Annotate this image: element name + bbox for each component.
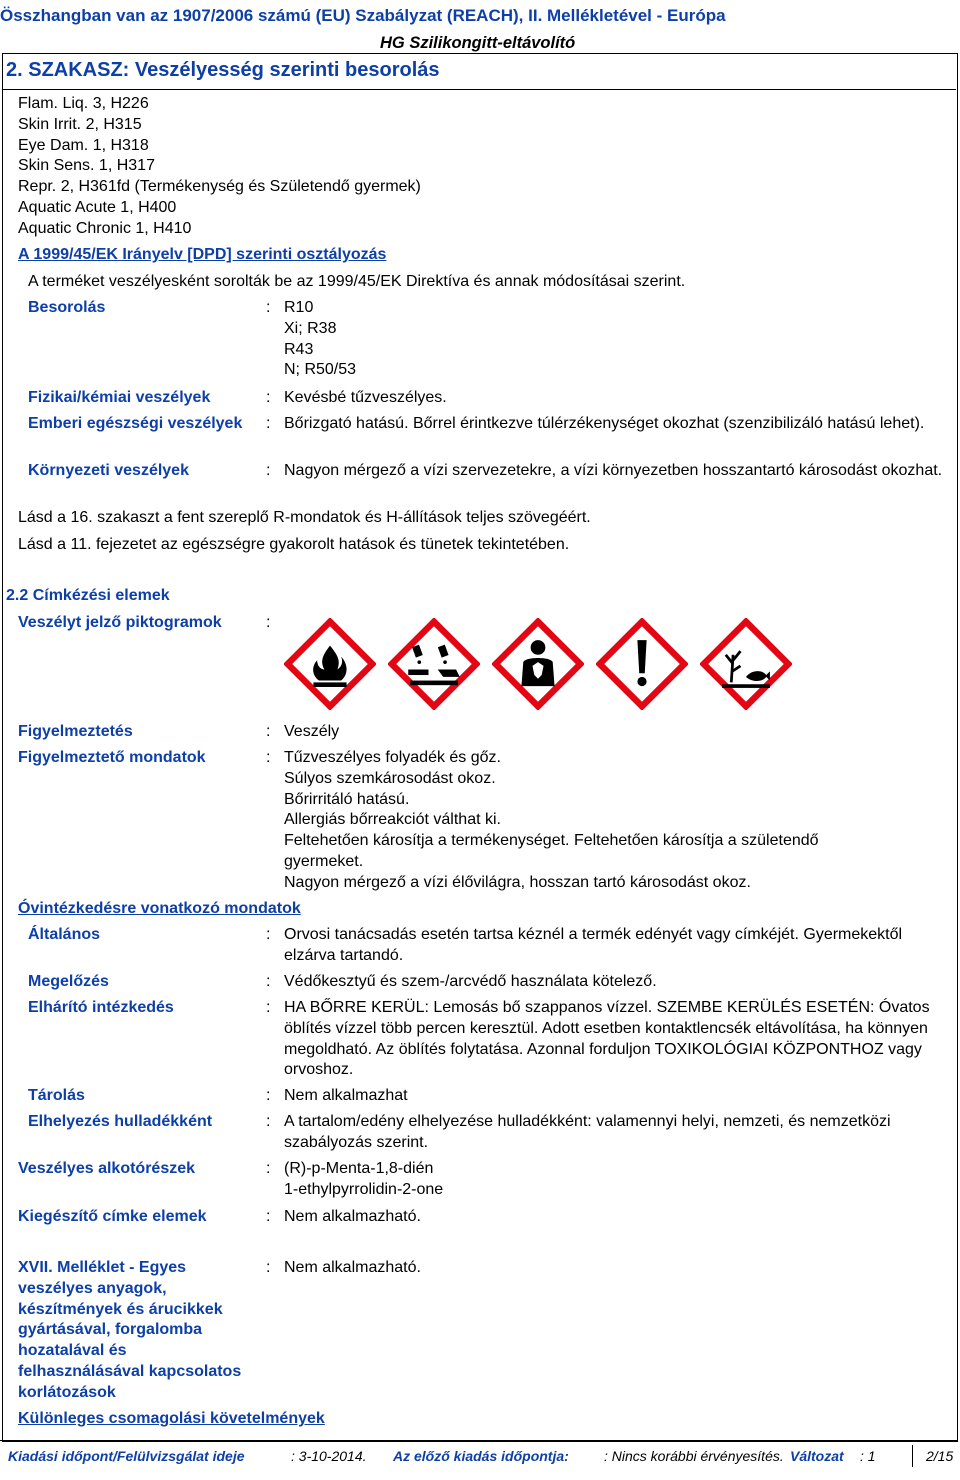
- precautionary-heading: Óvintézkedésre vonatkozó mondatok: [18, 900, 301, 917]
- precaution-response-label: Elhárító intézkedés: [28, 999, 174, 1016]
- supplementary-label-elements-label: Kiegészítő címke elemek: [18, 1208, 207, 1225]
- precaution-prevention-value: Védőkesztyű és szem-/arcvédő használata kötelező.: [284, 973, 657, 990]
- document-header-title: Összhangban van az 1907/2006 számú (EU) Szabályzat (REACH), II. Mellékletével - Európa: [0, 6, 726, 25]
- physical-hazards-value: Kevésbé tűzveszélyes.: [284, 389, 447, 406]
- precaution-response-value: HA BŐRRE KERÜL: Lemosás bő szappanos vízzel. SZEMBE KERÜLÉS ESETÉN: Óvatos öblítés vízzel több percen keresztül. Adott esetben kontaktlencsék eltávolítása, ha könnyen megoldható. Az öblítés folytatása. Azonnal forduljon TOXIKOLÓGIAI KÖZPONTHOZ vagy orvoshoz.: [284, 999, 930, 1079]
- footer-previous-date-label: Az előző kiadás időpontja:: [393, 1448, 569, 1464]
- colon: :: [266, 299, 271, 316]
- health-hazards-label: Emberi egészségi veszélyek: [28, 415, 243, 432]
- colon: :: [266, 926, 271, 943]
- component-item: 1-ethylpyrrolidin-2-one: [284, 1180, 444, 1198]
- footer-divider: [0, 1440, 958, 1441]
- r-phrase: R43: [284, 340, 314, 358]
- precaution-disposal-label: Elhelyezés hulladékként: [28, 1113, 213, 1130]
- environmental-hazards-label: Környezeti veszélyek: [28, 462, 189, 479]
- precaution-general-value: Orvosi tanácsadás esetén tartsa kéznél a termék edényét vagy címkéjét. Gyermekektől elzárva tartandó.: [284, 926, 903, 964]
- clp-classification-list: [18, 94, 421, 240]
- r-phrase: Xi; R38: [284, 319, 337, 337]
- classification-item: Eye Dam. 1, H318: [18, 136, 149, 154]
- hazard-statement: Tűzveszélyes folyadék és gőz.: [284, 749, 501, 766]
- classification-item: Repr. 2, H361fd (Termékenység és Születendő gyermek): [18, 178, 421, 196]
- dpd-heading: A 1999/45/EK Irányelv [DPD] szerinti osztályozás: [18, 246, 387, 263]
- hazard-statements-label: Figyelmeztető mondatok: [18, 749, 206, 766]
- environmental-hazards-value: Nagyon mérgező a vízi szervezetekre, a vízi környezetben hosszantartó károsodást okozhat.: [284, 462, 943, 479]
- colon: :: [266, 723, 271, 740]
- dpd-classification-value: [284, 298, 356, 381]
- hazard-statement: Feltehetően károsítja a termékenységet. Feltehetően károsítja a születendő gyermeket.: [284, 832, 819, 870]
- r-phrase: R10: [284, 299, 314, 316]
- footer-page-number: 2/15: [926, 1448, 954, 1464]
- physical-hazards-label: Fizikai/kémiai veszélyek: [28, 389, 211, 406]
- hazard-statements-list: [284, 748, 894, 894]
- dpd-intro: A terméket veszélyesként sorolták be az 1999/45/EK Direktíva és annak módosításai szerint.: [28, 273, 686, 290]
- classification-item: Aquatic Acute 1, H400: [18, 198, 177, 216]
- footer-version-value: : 1: [860, 1448, 876, 1464]
- supplementary-label-elements-value: Nem alkalmazható.: [284, 1208, 421, 1225]
- classification-item: Skin Sens. 1, H317: [18, 157, 155, 175]
- component-item: (R)-p-Menta-1,8-dién: [284, 1160, 434, 1177]
- precaution-storage-label: Tárolás: [28, 1087, 85, 1104]
- health-hazard-pictogram: [492, 618, 584, 710]
- hazard-statement: Bőrirritáló hatású.: [284, 790, 410, 808]
- colon: :: [266, 973, 271, 990]
- hazard-statement: Nagyon mérgező a vízi élővilágra, hosszan tartó károsodást okoz.: [284, 873, 751, 891]
- annex-xvii-label: XVII. Melléklet - Egyes veszélyes anyagok, készítmények és árucikkek gyártásával, forgalomba hozatalával és felhasználásával kapcsolatos korlátozások: [18, 1259, 242, 1401]
- annex-xvii-value: Nem alkalmazható.: [284, 1259, 421, 1276]
- classification-item: Flam. Liq. 3, H226: [18, 95, 149, 112]
- precaution-storage-value: Nem alkalmazhat: [284, 1087, 408, 1104]
- colon: :: [266, 1160, 271, 1177]
- colon: :: [266, 749, 271, 766]
- classification-item: Skin Irrit. 2, H315: [18, 115, 142, 133]
- label-elements-heading: 2.2 Címkézési elemek: [6, 587, 170, 604]
- flame-pictogram: [284, 618, 376, 710]
- colon: :: [266, 1208, 271, 1225]
- corrosion-pictogram: [388, 618, 480, 710]
- environment-pictogram: [700, 618, 792, 710]
- signal-word-label: Figyelmeztetés: [18, 723, 133, 740]
- hazardous-components-list: [284, 1159, 443, 1201]
- exclamation-pictogram: [596, 618, 688, 710]
- colon: :: [266, 614, 271, 631]
- colon: :: [266, 1259, 271, 1276]
- see-section-11: Lásd a 11. fejezetet az egészségre gyakorolt hatások és tünetek tekintetében.: [18, 536, 570, 553]
- footer-issue-date-label: Kiadási időpont/Felülvizsgálat ideje: [8, 1448, 245, 1464]
- r-phrase: N; R50/53: [284, 361, 357, 379]
- pictograms-label: Veszélyt jelző piktogramok: [18, 614, 222, 631]
- classification-item: Aquatic Chronic 1, H410: [18, 219, 192, 237]
- precaution-prevention-label: Megelőzés: [28, 973, 109, 990]
- section-title: 2. SZAKASZ: Veszélyesség szerinti besorolás: [6, 59, 440, 81]
- colon: :: [266, 462, 271, 479]
- precaution-disposal-value: A tartalom/edény elhelyezése hulladékként: valamennyi helyi, nemzeti, és nemzetközi szabályozás szerint.: [284, 1113, 891, 1151]
- footer-version-label: Változat: [790, 1448, 844, 1464]
- footer-separator: [912, 1445, 913, 1467]
- see-section-16: Lásd a 16. szakaszt a fent szereplő R-mondatok és H-állítások teljes szövegéért.: [18, 509, 591, 526]
- hazard-statement: Súlyos szemkárosodást okoz.: [284, 769, 496, 787]
- hazard-statement: Allergiás bőrreakciót válthat ki.: [284, 811, 501, 829]
- health-hazards-value: Bőrizgató hatású. Bőrrel érintkezve túlérzékenységet okozhat (szenzibilizáló hatású lehet).: [284, 415, 925, 432]
- footer-previous-date-value: : Nincs korábbi érvényesítés.: [604, 1448, 784, 1464]
- signal-word-value: Veszély: [284, 723, 340, 740]
- packaging-heading: Különleges csomagolási követelmények: [18, 1410, 325, 1427]
- hazardous-components-label: Veszélyes alkotórészek: [18, 1160, 196, 1177]
- footer-issue-date-value: : 3-10-2014.: [291, 1448, 367, 1464]
- colon: :: [266, 415, 271, 432]
- colon: :: [266, 1113, 271, 1130]
- colon: :: [266, 999, 271, 1016]
- product-name: HG Szilikongitt-eltávolító: [380, 34, 576, 52]
- precaution-general-label: Általános: [28, 926, 101, 943]
- colon: :: [266, 1087, 271, 1104]
- colon: :: [266, 389, 271, 406]
- dpd-classification-label: Besorolás: [28, 299, 106, 316]
